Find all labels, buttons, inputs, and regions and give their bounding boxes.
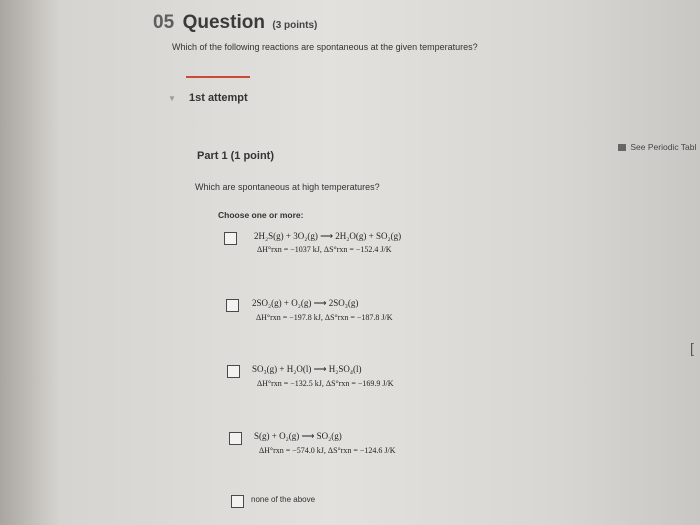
reaction-equation: 2SO₂(g) + O₂(g) ⟶ 2SO₃(g): [252, 298, 359, 308]
attempt-label: 1st attempt: [188, 92, 248, 104]
question-prompt: Which of the following reactions are spontaneous at the given temperatures?: [172, 42, 478, 52]
checkbox[interactable]: [229, 432, 242, 445]
part-title: Part 1 (1 point): [197, 150, 275, 162]
reaction-equation: S(g) + O₂(g) ⟶ SO₂(g): [254, 431, 342, 441]
question-points: (3 points): [272, 20, 318, 31]
checkbox[interactable]: [227, 365, 240, 378]
question-title: Question: [182, 12, 265, 33]
chevron-down-icon: ▼: [168, 94, 176, 103]
attempt-toggle[interactable]: [168, 92, 248, 104]
reaction-equation: SO₃(g) + H₂O(l) ⟶ H₂SO₄(l): [252, 364, 362, 374]
reaction-thermo: ΔH°rxn = −132.5 kJ, ΔS°rxn = −169.9 J/K: [257, 379, 394, 388]
bracket-glyph: [: [690, 340, 694, 356]
reaction-thermo: ΔH°rxn = −1037 kJ, ΔS°rxn = −152.4 J/K: [257, 245, 392, 254]
checkbox[interactable]: [226, 299, 239, 312]
reaction-equation: 2H₂S(g) + 3O₂(g) ⟶ 2H₂O(g) + SO₂(g): [254, 231, 402, 241]
reaction-thermo: ΔH°rxn = −574.0 kJ, ΔS°rxn = −124.6 J/K: [259, 446, 396, 455]
question-number: 05: [153, 12, 175, 33]
periodic-table-link[interactable]: [618, 142, 696, 152]
reaction-thermo: ΔH°rxn = −197.8 kJ, ΔS°rxn = −187.8 J/K: [256, 313, 393, 322]
divider: [186, 76, 250, 78]
part-prompt: Which are spontaneous at high temperatures?: [195, 182, 380, 192]
checkbox[interactable]: [231, 495, 244, 508]
question-header: [153, 12, 317, 34]
periodic-table-icon: [618, 144, 626, 151]
periodic-table-label: See Periodic Tabl: [630, 142, 697, 152]
option-label: none of the above: [251, 495, 316, 504]
choose-instruction: Choose one or more:: [218, 210, 304, 220]
checkbox[interactable]: [224, 232, 237, 245]
